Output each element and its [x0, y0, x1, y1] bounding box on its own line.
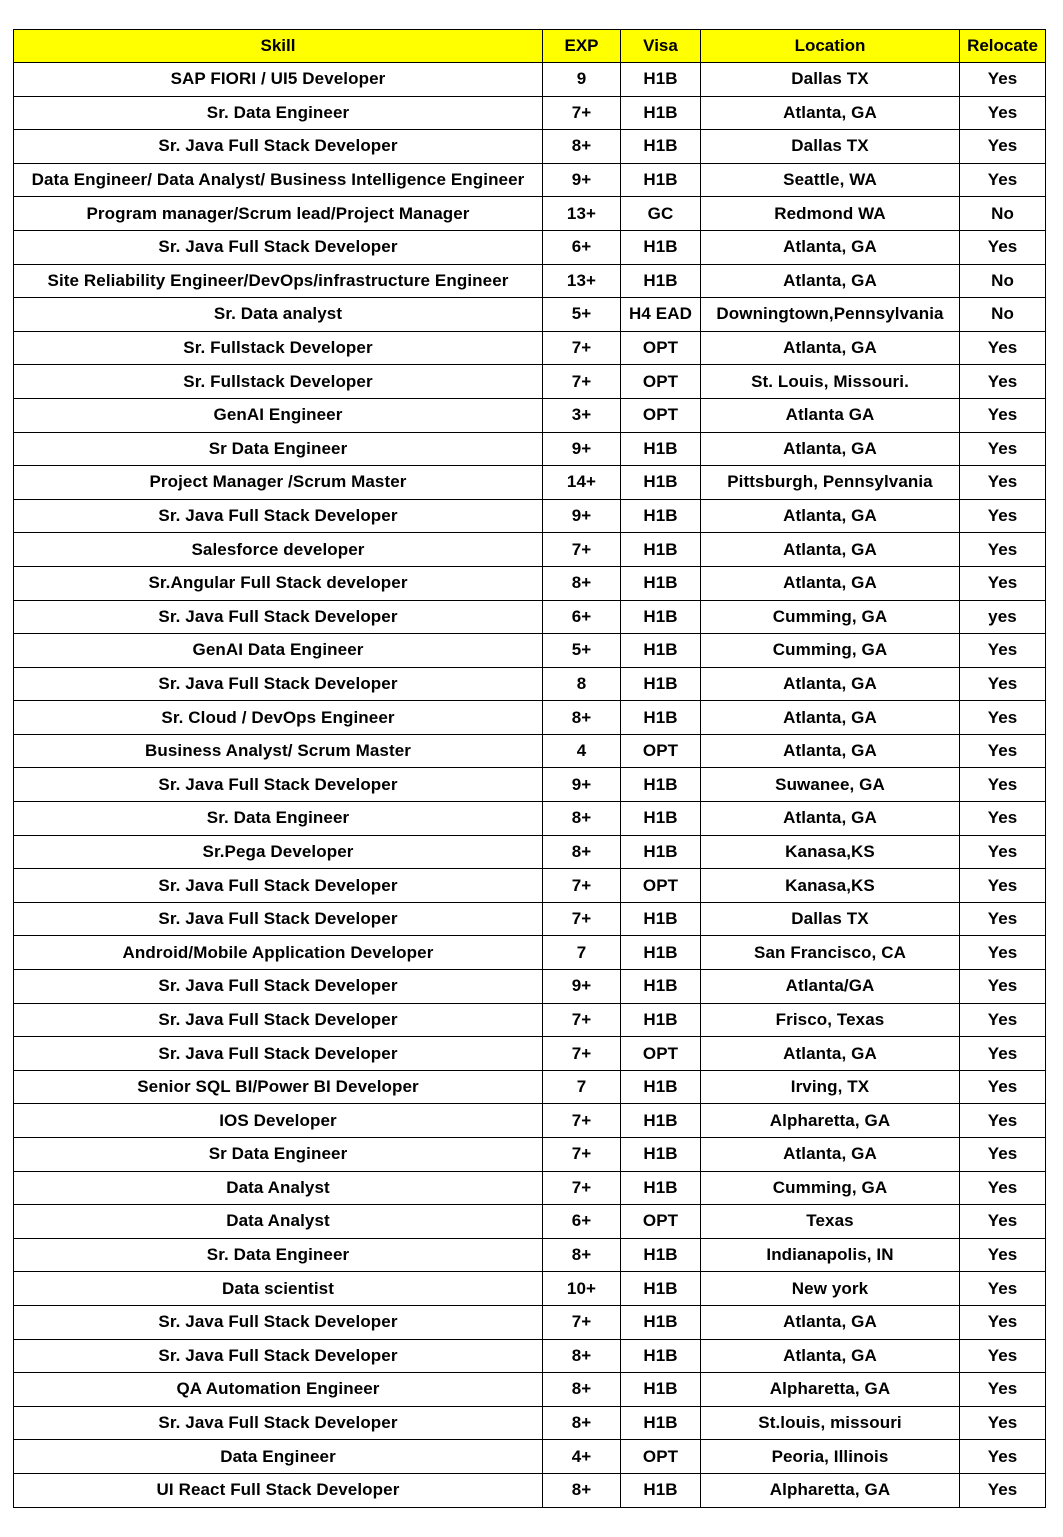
cell-location: Kanasa,KS — [701, 869, 960, 903]
cell-exp: 5+ — [543, 298, 621, 332]
cell-exp: 8+ — [543, 701, 621, 735]
cell-relocate: yes — [960, 600, 1046, 634]
cell-location: Cumming, GA — [701, 1171, 960, 1205]
cell-skill: Sr. Java Full Stack Developer — [14, 600, 543, 634]
cell-exp: 13+ — [543, 197, 621, 231]
cell-exp: 8+ — [543, 1373, 621, 1407]
cell-skill: Salesforce developer — [14, 533, 543, 567]
table-row — [14, 1205, 1046, 1239]
table-body — [14, 63, 1046, 1508]
cell-skill: Sr. Java Full Stack Developer — [14, 1406, 543, 1440]
cell-visa: H1B — [621, 1339, 701, 1373]
cell-skill: Sr. Fullstack Developer — [14, 331, 543, 365]
cell-exp: 9+ — [543, 432, 621, 466]
table-row — [14, 230, 1046, 264]
cell-skill: Sr. Java Full Stack Developer — [14, 1339, 543, 1373]
cell-exp: 7+ — [543, 96, 621, 130]
table-row — [14, 1070, 1046, 1104]
cell-exp: 7+ — [543, 869, 621, 903]
cell-visa: H1B — [621, 1272, 701, 1306]
cell-exp: 8+ — [543, 1339, 621, 1373]
cell-skill: SAP FIORI / UI5 Developer — [14, 63, 543, 97]
cell-visa: H1B — [621, 600, 701, 634]
cell-visa: H1B — [621, 902, 701, 936]
cell-visa: OPT — [621, 1037, 701, 1071]
cell-visa: H1B — [621, 499, 701, 533]
cell-location: Atlanta, GA — [701, 230, 960, 264]
cell-exp: 7 — [543, 1070, 621, 1104]
cell-relocate: Yes — [960, 1070, 1046, 1104]
cell-visa: H1B — [621, 264, 701, 298]
cell-relocate: Yes — [960, 1406, 1046, 1440]
table-row — [14, 902, 1046, 936]
header-skill: Skill — [14, 30, 543, 63]
cell-skill: Sr. Data Engineer — [14, 1238, 543, 1272]
cell-relocate: Yes — [960, 1104, 1046, 1138]
cell-exp: 13+ — [543, 264, 621, 298]
cell-exp: 7+ — [543, 1171, 621, 1205]
cell-skill: Data scientist — [14, 1272, 543, 1306]
table-row — [14, 96, 1046, 130]
cell-visa: H1B — [621, 768, 701, 802]
cell-visa: H1B — [621, 1406, 701, 1440]
cell-skill: GenAI Engineer — [14, 398, 543, 432]
table-row — [14, 432, 1046, 466]
cell-visa: H1B — [621, 230, 701, 264]
cell-location: Dallas TX — [701, 902, 960, 936]
cell-location: Atlanta, GA — [701, 802, 960, 836]
cell-exp: 6+ — [543, 1205, 621, 1239]
cell-visa: H1B — [621, 130, 701, 164]
table-row — [14, 163, 1046, 197]
table-row — [14, 734, 1046, 768]
cell-relocate: Yes — [960, 466, 1046, 500]
table-row — [14, 869, 1046, 903]
cell-exp: 7+ — [543, 331, 621, 365]
cell-exp: 7+ — [543, 902, 621, 936]
cell-skill: Sr.Pega Developer — [14, 835, 543, 869]
table-row — [14, 197, 1046, 231]
cell-skill: IOS Developer — [14, 1104, 543, 1138]
cell-skill: Sr. Java Full Stack Developer — [14, 499, 543, 533]
cell-visa: H1B — [621, 163, 701, 197]
cell-relocate: No — [960, 298, 1046, 332]
cell-relocate: Yes — [960, 869, 1046, 903]
cell-skill: Sr. Java Full Stack Developer — [14, 667, 543, 701]
table-row — [14, 1104, 1046, 1138]
cell-visa: H1B — [621, 936, 701, 970]
cell-location: Atlanta, GA — [701, 701, 960, 735]
table-row — [14, 1440, 1046, 1474]
cell-skill: Sr. Java Full Stack Developer — [14, 768, 543, 802]
header-exp: EXP — [543, 30, 621, 63]
cell-relocate: Yes — [960, 63, 1046, 97]
cell-skill: UI React Full Stack Developer — [14, 1473, 543, 1507]
cell-exp: 14+ — [543, 466, 621, 500]
cell-visa: GC — [621, 197, 701, 231]
cell-relocate: Yes — [960, 1138, 1046, 1172]
cell-location: Texas — [701, 1205, 960, 1239]
table-row — [14, 970, 1046, 1004]
cell-relocate: Yes — [960, 398, 1046, 432]
cell-visa: OPT — [621, 398, 701, 432]
cell-skill: Data Engineer/ Data Analyst/ Business Intelligence Engineer — [14, 163, 543, 197]
table-row — [14, 1003, 1046, 1037]
header-relocate: Relocate — [960, 30, 1046, 63]
cell-exp: 6+ — [543, 600, 621, 634]
cell-location: Peoria, Illinois — [701, 1440, 960, 1474]
cell-location: Alpharetta, GA — [701, 1104, 960, 1138]
cell-location: Irving, TX — [701, 1070, 960, 1104]
cell-visa: OPT — [621, 869, 701, 903]
cell-location: Cumming, GA — [701, 600, 960, 634]
cell-visa: H1B — [621, 1104, 701, 1138]
cell-exp: 9+ — [543, 499, 621, 533]
cell-relocate: Yes — [960, 1473, 1046, 1507]
table-row — [14, 1272, 1046, 1306]
table-row — [14, 1305, 1046, 1339]
cell-exp: 8+ — [543, 1238, 621, 1272]
cell-visa: H1B — [621, 533, 701, 567]
cell-skill: Android/Mobile Application Developer — [14, 936, 543, 970]
cell-relocate: Yes — [960, 1003, 1046, 1037]
cell-visa: H1B — [621, 1238, 701, 1272]
cell-visa: OPT — [621, 331, 701, 365]
table-row — [14, 701, 1046, 735]
cell-location: Frisco, Texas — [701, 1003, 960, 1037]
cell-location: Atlanta, GA — [701, 566, 960, 600]
cell-skill: Sr. Cloud / DevOps Engineer — [14, 701, 543, 735]
cell-visa: H1B — [621, 96, 701, 130]
cell-relocate: No — [960, 197, 1046, 231]
cell-exp: 9 — [543, 63, 621, 97]
cell-skill: Sr. Java Full Stack Developer — [14, 869, 543, 903]
cell-location: Atlanta, GA — [701, 432, 960, 466]
table-row — [14, 1138, 1046, 1172]
candidate-table-sheet — [13, 29, 1045, 1508]
cell-visa: H1B — [621, 466, 701, 500]
cell-exp: 8+ — [543, 835, 621, 869]
cell-location: Atlanta, GA — [701, 667, 960, 701]
cell-location: Cumming, GA — [701, 634, 960, 668]
header-visa: Visa — [621, 30, 701, 63]
cell-skill: Sr Data Engineer — [14, 1138, 543, 1172]
cell-skill: QA Automation Engineer — [14, 1373, 543, 1407]
cell-exp: 5+ — [543, 634, 621, 668]
cell-skill: Sr Data Engineer — [14, 432, 543, 466]
cell-visa: OPT — [621, 1440, 701, 1474]
cell-skill: Sr. Fullstack Developer — [14, 365, 543, 399]
cell-location: New york — [701, 1272, 960, 1306]
cell-location: Pittsburgh, Pennsylvania — [701, 466, 960, 500]
candidate-table — [13, 29, 1046, 1508]
cell-visa: H1B — [621, 566, 701, 600]
table-row — [14, 298, 1046, 332]
table-row — [14, 1171, 1046, 1205]
cell-relocate: Yes — [960, 230, 1046, 264]
cell-exp: 3+ — [543, 398, 621, 432]
cell-visa: H1B — [621, 835, 701, 869]
table-row — [14, 1238, 1046, 1272]
cell-skill: Data Engineer — [14, 1440, 543, 1474]
cell-relocate: Yes — [960, 768, 1046, 802]
cell-exp: 7+ — [543, 1037, 621, 1071]
cell-skill: Sr. Java Full Stack Developer — [14, 1305, 543, 1339]
cell-location: St.louis, missouri — [701, 1406, 960, 1440]
cell-visa: H1B — [621, 1138, 701, 1172]
cell-relocate: Yes — [960, 701, 1046, 735]
cell-skill: Project Manager /Scrum Master — [14, 466, 543, 500]
cell-relocate: No — [960, 264, 1046, 298]
cell-location: Kanasa,KS — [701, 835, 960, 869]
cell-location: Atlanta, GA — [701, 734, 960, 768]
cell-relocate: Yes — [960, 365, 1046, 399]
table-row — [14, 365, 1046, 399]
cell-location: Downingtown,Pennsylvania — [701, 298, 960, 332]
cell-location: Atlanta, GA — [701, 533, 960, 567]
cell-exp: 4 — [543, 734, 621, 768]
table-row — [14, 264, 1046, 298]
table-row — [14, 634, 1046, 668]
cell-visa: H1B — [621, 1473, 701, 1507]
cell-relocate: Yes — [960, 1205, 1046, 1239]
cell-visa: H1B — [621, 667, 701, 701]
cell-exp: 9+ — [543, 970, 621, 1004]
table-row — [14, 768, 1046, 802]
cell-relocate: Yes — [960, 902, 1046, 936]
cell-exp: 9+ — [543, 163, 621, 197]
cell-visa: H1B — [621, 1003, 701, 1037]
cell-relocate: Yes — [960, 1305, 1046, 1339]
cell-exp: 10+ — [543, 1272, 621, 1306]
table-row — [14, 1406, 1046, 1440]
cell-location: Alpharetta, GA — [701, 1473, 960, 1507]
cell-visa: H1B — [621, 1305, 701, 1339]
cell-relocate: Yes — [960, 734, 1046, 768]
table-row — [14, 533, 1046, 567]
cell-location: Atlanta, GA — [701, 264, 960, 298]
table-row — [14, 466, 1046, 500]
cell-exp: 8 — [543, 667, 621, 701]
cell-visa: H1B — [621, 63, 701, 97]
cell-location: Indianapolis, IN — [701, 1238, 960, 1272]
cell-visa: H4 EAD — [621, 298, 701, 332]
cell-exp: 8+ — [543, 1406, 621, 1440]
table-row — [14, 1339, 1046, 1373]
cell-skill: Data Analyst — [14, 1205, 543, 1239]
cell-exp: 7+ — [543, 1104, 621, 1138]
table-row — [14, 499, 1046, 533]
cell-skill: Sr. Java Full Stack Developer — [14, 902, 543, 936]
cell-relocate: Yes — [960, 1171, 1046, 1205]
table-row — [14, 1473, 1046, 1507]
cell-skill: Site Reliability Engineer/DevOps/infrastructure Engineer — [14, 264, 543, 298]
table-row — [14, 802, 1046, 836]
cell-location: Alpharetta, GA — [701, 1373, 960, 1407]
cell-location: Atlanta, GA — [701, 1037, 960, 1071]
cell-skill: Sr. Java Full Stack Developer — [14, 1003, 543, 1037]
cell-relocate: Yes — [960, 96, 1046, 130]
cell-skill: Sr. Java Full Stack Developer — [14, 1037, 543, 1071]
cell-skill: Sr.Angular Full Stack developer — [14, 566, 543, 600]
cell-exp: 7 — [543, 936, 621, 970]
cell-location: Atlanta, GA — [701, 1138, 960, 1172]
cell-exp: 6+ — [543, 230, 621, 264]
cell-location: Dallas TX — [701, 130, 960, 164]
cell-relocate: Yes — [960, 1037, 1046, 1071]
cell-relocate: Yes — [960, 970, 1046, 1004]
cell-exp: 7+ — [543, 1003, 621, 1037]
table-row — [14, 600, 1046, 634]
table-row — [14, 835, 1046, 869]
cell-skill: Business Analyst/ Scrum Master — [14, 734, 543, 768]
table-header-row — [14, 30, 1046, 63]
table-row — [14, 566, 1046, 600]
table-row — [14, 130, 1046, 164]
cell-location: Atlanta, GA — [701, 331, 960, 365]
cell-visa: H1B — [621, 1373, 701, 1407]
cell-relocate: Yes — [960, 130, 1046, 164]
table-row — [14, 667, 1046, 701]
cell-skill: Sr. Data Engineer — [14, 96, 543, 130]
cell-exp: 7+ — [543, 533, 621, 567]
cell-skill: Sr. Java Full Stack Developer — [14, 130, 543, 164]
cell-location: Atlanta, GA — [701, 1305, 960, 1339]
cell-location: Atlanta/GA — [701, 970, 960, 1004]
table-row — [14, 331, 1046, 365]
cell-visa: H1B — [621, 1070, 701, 1104]
table-row — [14, 1037, 1046, 1071]
cell-location: Redmond WA — [701, 197, 960, 231]
cell-exp: 7+ — [543, 1138, 621, 1172]
cell-location: Dallas TX — [701, 63, 960, 97]
cell-relocate: Yes — [960, 634, 1046, 668]
cell-location: Atlanta GA — [701, 398, 960, 432]
cell-exp: 8+ — [543, 566, 621, 600]
cell-relocate: Yes — [960, 499, 1046, 533]
cell-visa: H1B — [621, 802, 701, 836]
cell-relocate: Yes — [960, 1373, 1046, 1407]
cell-visa: H1B — [621, 1171, 701, 1205]
cell-visa: H1B — [621, 701, 701, 735]
cell-location: St. Louis, Missouri. — [701, 365, 960, 399]
cell-exp: 8+ — [543, 130, 621, 164]
cell-relocate: Yes — [960, 835, 1046, 869]
cell-skill: GenAI Data Engineer — [14, 634, 543, 668]
cell-visa: OPT — [621, 365, 701, 399]
cell-relocate: Yes — [960, 1440, 1046, 1474]
cell-exp: 9+ — [543, 768, 621, 802]
cell-visa: H1B — [621, 634, 701, 668]
cell-relocate: Yes — [960, 163, 1046, 197]
cell-skill: Data Analyst — [14, 1171, 543, 1205]
cell-relocate: Yes — [960, 802, 1046, 836]
cell-relocate: Yes — [960, 566, 1046, 600]
table-row — [14, 1373, 1046, 1407]
table-row — [14, 936, 1046, 970]
cell-location: Atlanta, GA — [701, 1339, 960, 1373]
cell-location: Suwanee, GA — [701, 768, 960, 802]
cell-skill: Program manager/Scrum lead/Project Manager — [14, 197, 543, 231]
cell-exp: 8+ — [543, 1473, 621, 1507]
cell-exp: 8+ — [543, 802, 621, 836]
cell-exp: 4+ — [543, 1440, 621, 1474]
cell-exp: 7+ — [543, 365, 621, 399]
cell-skill: Sr. Java Full Stack Developer — [14, 970, 543, 1004]
cell-relocate: Yes — [960, 1339, 1046, 1373]
cell-relocate: Yes — [960, 1238, 1046, 1272]
cell-relocate: Yes — [960, 1272, 1046, 1306]
cell-skill: Sr. Java Full Stack Developer — [14, 230, 543, 264]
cell-location: Atlanta, GA — [701, 499, 960, 533]
cell-relocate: Yes — [960, 331, 1046, 365]
cell-relocate: Yes — [960, 432, 1046, 466]
cell-skill: Sr. Data analyst — [14, 298, 543, 332]
cell-relocate: Yes — [960, 936, 1046, 970]
cell-exp: 7+ — [543, 1305, 621, 1339]
table-row — [14, 63, 1046, 97]
cell-skill: Sr. Data Engineer — [14, 802, 543, 836]
cell-skill: Senior SQL BI/Power BI Developer — [14, 1070, 543, 1104]
cell-location: Atlanta, GA — [701, 96, 960, 130]
header-location: Location — [701, 30, 960, 63]
cell-location: San Francisco, CA — [701, 936, 960, 970]
cell-relocate: Yes — [960, 533, 1046, 567]
cell-relocate: Yes — [960, 667, 1046, 701]
cell-visa: H1B — [621, 970, 701, 1004]
cell-visa: OPT — [621, 1205, 701, 1239]
cell-location: Seattle, WA — [701, 163, 960, 197]
cell-visa: OPT — [621, 734, 701, 768]
table-row — [14, 398, 1046, 432]
cell-visa: H1B — [621, 432, 701, 466]
